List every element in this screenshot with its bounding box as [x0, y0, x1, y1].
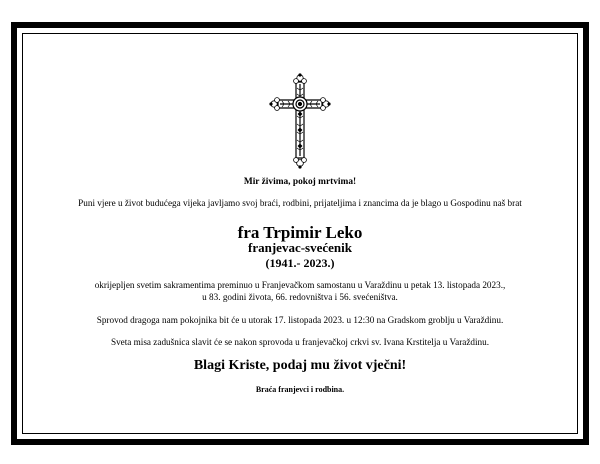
signature: Braća franjevci i rodbina. [255, 385, 345, 394]
deceased-name: fra Trpimir Leko [237, 223, 363, 242]
intro-text: Puni vjere u život budućega vijeka javljamo svoj braći, rodbini, prijateljima i znancima da je blago u Gospodinu naš brat [78, 198, 522, 208]
ornate-cross-icon [266, 72, 334, 170]
deceased-role: franjevac-svećenik [248, 240, 352, 255]
funeral-info: Sprovod dragoga nam pokojnika bit će u utorak 17. listopada 2023. u 12:30 na Gradskom groblju u Varaždinu. [96, 315, 504, 325]
greeting-text: Mir živima, pokoj mrtvima! [243, 177, 357, 187]
closing-prayer: Blagi Kriste, podaj mu život vječni! [193, 358, 407, 373]
death-details-line-1: okrijepljen svetim sakramentima preminuo u Franjevačkom samostanu u Varaždinu u petak 13. listopada 2023., [94, 280, 506, 290]
death-details-line-2: u 83. godini života, 66. redovništva i 56. svećeništva. [202, 292, 398, 302]
life-years: (1941.- 2023.) [265, 256, 335, 270]
requiem-mass-info: Sveta misa zadušnica slavit će se nakon sprovoda u franjevačkoj crkvi sv. Ivana Krstitelja u Varaždinu. [110, 337, 490, 347]
